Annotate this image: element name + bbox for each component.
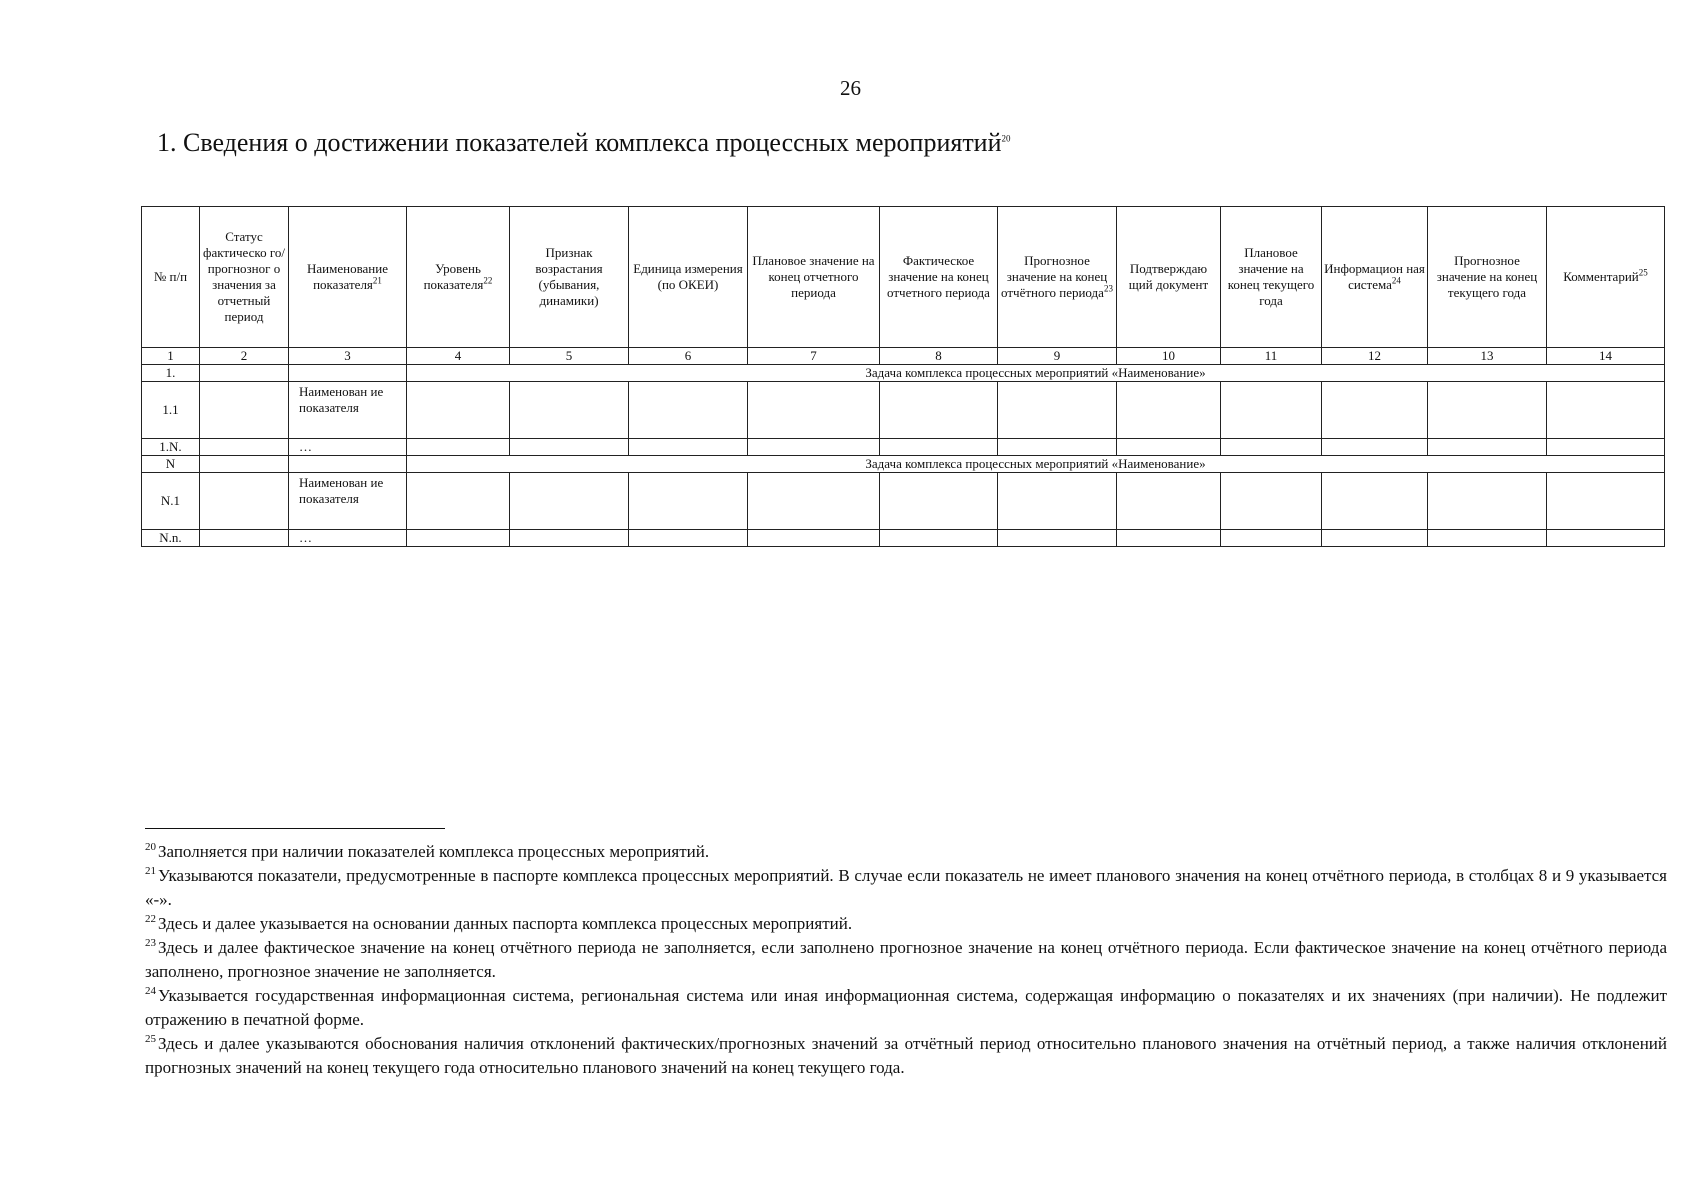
empty-cell xyxy=(1322,382,1428,439)
empty-cell xyxy=(407,530,510,547)
empty-cell xyxy=(1547,382,1665,439)
empty-cell xyxy=(1117,530,1221,547)
page-number: 26 xyxy=(840,76,861,100)
indicator-name: Наименован ие показателя xyxy=(289,473,407,530)
task-title: Задача комплекса процессных мероприятий «Наименование» xyxy=(407,365,1665,382)
empty-cell xyxy=(1547,473,1665,530)
header-cell-planned-year-end: Плановое значение на конец текущего года xyxy=(1221,207,1322,348)
footnote-number: 20 xyxy=(145,841,156,854)
empty-cell xyxy=(880,530,998,547)
empty-cell xyxy=(289,456,407,473)
table-row-more xyxy=(142,439,1665,456)
empty-cell xyxy=(629,530,748,547)
indicators-table xyxy=(141,206,1665,547)
empty-cell xyxy=(407,473,510,530)
column-number: 5 xyxy=(510,348,629,365)
empty-cell xyxy=(407,439,510,456)
empty-cell xyxy=(1322,439,1428,456)
header-cell-indicator-name: Наименование показателя$^{21}$ xyxy=(289,207,407,348)
column-number: 1 xyxy=(142,348,200,365)
title-footnote-ref: 20 xyxy=(1001,133,1011,144)
empty-cell xyxy=(880,439,998,456)
empty-cell xyxy=(629,439,748,456)
row-number: N.n. xyxy=(142,530,200,547)
empty-cell xyxy=(1221,382,1322,439)
table-row-more xyxy=(142,530,1665,547)
empty-cell xyxy=(200,382,289,439)
footnote-number: 21 xyxy=(145,865,156,878)
footnote-number: 25 xyxy=(145,1033,156,1046)
column-number: 12 xyxy=(1322,348,1428,365)
empty-cell xyxy=(510,382,629,439)
empty-cell xyxy=(748,382,880,439)
header-cell-status: Статус фактическо го/ прогнозног о значения за отчетный период xyxy=(200,207,289,348)
page-title xyxy=(157,128,1011,158)
table-row-indicator xyxy=(142,473,1665,530)
empty-cell xyxy=(407,382,510,439)
column-number: 7 xyxy=(748,348,880,365)
empty-cell xyxy=(200,530,289,547)
empty-cell xyxy=(998,382,1117,439)
table-row-task xyxy=(142,365,1665,382)
indicator-name: Наименован ие показателя xyxy=(289,382,407,439)
empty-cell xyxy=(510,439,629,456)
column-number: 6 xyxy=(629,348,748,365)
empty-cell xyxy=(1117,382,1221,439)
footnote-text: Указываются показатели, предусмотренные в паспорте комплекса процессных мероприятий. В случае если показатель не имеет планового значения на конец отчётного периода, в столбцах 8 и 9 указывается «-». xyxy=(145,866,1667,909)
empty-cell xyxy=(748,530,880,547)
empty-cell xyxy=(998,530,1117,547)
column-number: 13 xyxy=(1428,348,1547,365)
column-number: 3 xyxy=(289,348,407,365)
footnote xyxy=(145,840,1667,864)
table-row-indicator xyxy=(142,382,1665,439)
footnote-number: 24 xyxy=(145,985,156,998)
empty-cell xyxy=(1117,439,1221,456)
header-cell-supporting-document: Подтверждаю щий документ xyxy=(1117,207,1221,348)
empty-cell xyxy=(998,439,1117,456)
footnote-text: Здесь и далее фактическое значение на конец отчётного периода не заполняется, если заполнено прогнозное значение на конец отчётного периода. Если фактическое значение на конец отчётного периода заполнено, прогнозное значение не заполняется. xyxy=(145,938,1667,981)
empty-cell xyxy=(998,473,1117,530)
footnote xyxy=(145,936,1667,984)
empty-cell xyxy=(629,382,748,439)
empty-cell xyxy=(200,473,289,530)
empty-cell xyxy=(200,439,289,456)
empty-cell xyxy=(629,473,748,530)
footnote-number: 22 xyxy=(145,913,156,926)
column-number: 4 xyxy=(407,348,510,365)
footnotes xyxy=(145,840,1667,1080)
empty-cell xyxy=(200,456,289,473)
column-number: 10 xyxy=(1117,348,1221,365)
empty-cell xyxy=(1322,473,1428,530)
task-title: Задача комплекса процессных мероприятий «Наименование» xyxy=(407,456,1665,473)
header-cell-indicator-level: Уровень показателя$^{22}$ xyxy=(407,207,510,348)
empty-cell xyxy=(510,473,629,530)
header-cell-planned-value: Плановое значение на конец отчетного периода xyxy=(748,207,880,348)
row-number: N.1 xyxy=(142,473,200,530)
footnote-text: Здесь и далее указывается на основании данных паспорта комплекса процессных мероприятий. xyxy=(158,914,853,933)
empty-cell xyxy=(1322,530,1428,547)
empty-cell xyxy=(510,530,629,547)
empty-cell xyxy=(1428,473,1547,530)
empty-cell xyxy=(748,439,880,456)
footnote xyxy=(145,864,1667,912)
header-cell-growth-sign: Признак возрастания (убывания, динамики) xyxy=(510,207,629,348)
empty-cell xyxy=(1221,473,1322,530)
header-cell-forecast-year-end: Прогнозное значение на конец текущего года xyxy=(1428,207,1547,348)
indicator-name-ellipsis: … xyxy=(289,530,407,547)
empty-cell xyxy=(289,365,407,382)
column-number: 9 xyxy=(998,348,1117,365)
header-cell-comment: Комментарий$^{25}$ xyxy=(1547,207,1665,348)
row-number: 1.1 xyxy=(142,382,200,439)
empty-cell xyxy=(748,473,880,530)
footnote-text: Заполняется при наличии показателей комплекса процессных мероприятий. xyxy=(158,842,710,861)
empty-cell xyxy=(200,365,289,382)
row-number: 1. xyxy=(142,365,200,382)
empty-cell xyxy=(1547,530,1665,547)
footnote xyxy=(145,984,1667,1032)
empty-cell xyxy=(1117,473,1221,530)
footnote-text: Указывается государственная информационная система, региональная система или иная информационная система, содержащая информацию о показателях и их значениях (при наличии). Не подлежит отражению в печатной форме. xyxy=(145,986,1667,1029)
footnote xyxy=(145,912,1667,936)
column-number: 11 xyxy=(1221,348,1322,365)
footnote-number: 23 xyxy=(145,937,156,950)
empty-cell xyxy=(880,473,998,530)
header-cell-info-system: Информацион ная система$^{24}$ xyxy=(1322,207,1428,348)
table-row-task xyxy=(142,456,1665,473)
footnote-separator xyxy=(145,828,445,829)
column-number: 14 xyxy=(1547,348,1665,365)
footnote xyxy=(145,1032,1667,1080)
header-cell-forecast-value: Прогнозное значение на конец отчётного периода$^{23}$ xyxy=(998,207,1117,348)
row-number: N xyxy=(142,456,200,473)
footnote-text: Здесь и далее указываются обоснования наличия отклонений фактических/прогнозных значений за отчётный период относительно планового значения на отчётный период, а также наличия отклонений прогнозных значений на конец текущего года относительно планового значений на конец текущего года. xyxy=(145,1034,1667,1077)
header-cell-unit: Единица измерения (по ОКЕИ) xyxy=(629,207,748,348)
indicator-name-ellipsis: … xyxy=(289,439,407,456)
column-number: 8 xyxy=(880,348,998,365)
column-numbers-row xyxy=(142,348,1665,365)
empty-cell xyxy=(1428,382,1547,439)
empty-cell xyxy=(880,382,998,439)
header-cell-num: № п/п xyxy=(142,207,200,348)
empty-cell xyxy=(1221,530,1322,547)
empty-cell xyxy=(1221,439,1322,456)
page-title-text: 1. Сведения о достижении показателей комплекса процессных мероприятий xyxy=(157,128,1002,157)
row-number: 1.N. xyxy=(142,439,200,456)
empty-cell xyxy=(1428,530,1547,547)
column-number: 2 xyxy=(200,348,289,365)
table-header-row xyxy=(142,207,1665,348)
header-cell-actual-value: Фактическое значение на конец отчетного периода xyxy=(880,207,998,348)
empty-cell xyxy=(1547,439,1665,456)
empty-cell xyxy=(1428,439,1547,456)
